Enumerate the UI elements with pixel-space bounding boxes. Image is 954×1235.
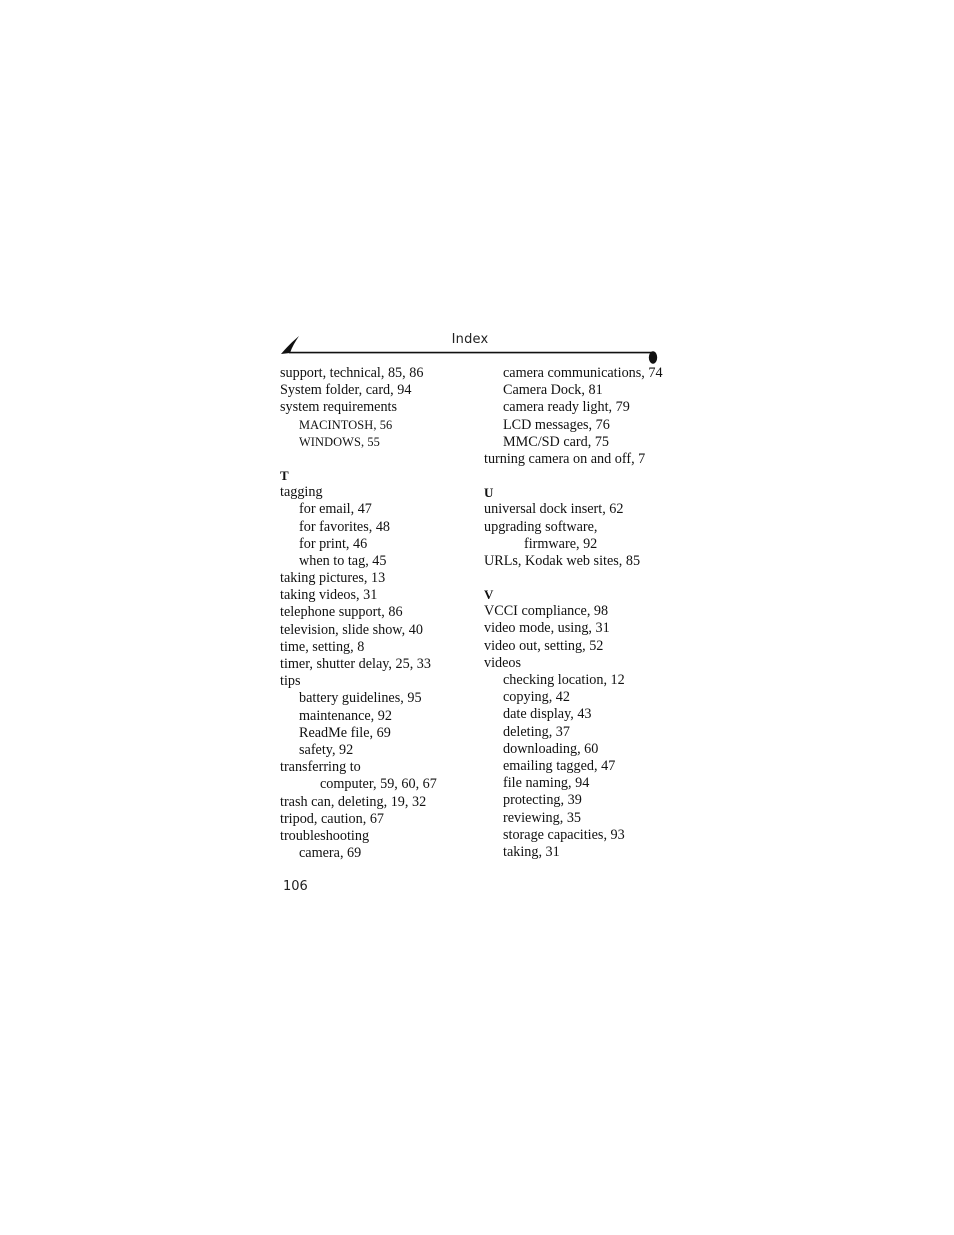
- section-gap: [484, 570, 674, 586]
- index-entry: tips: [280, 673, 301, 690]
- index-subentry: camera communications, 74: [503, 365, 663, 381]
- index-subentry: for print, 46: [299, 535, 368, 552]
- running-header-title: Index: [451, 332, 489, 347]
- index-entry: universal dock insert, 62: [484, 501, 624, 518]
- index-entry: taking videos, 31: [280, 587, 378, 604]
- index-entry: tagging: [280, 484, 323, 501]
- index-subentry: reviewing, 35: [503, 809, 582, 826]
- index-subentry: deleting, 37: [503, 723, 570, 740]
- index-subentry: MACINTOSH, 56: [299, 417, 393, 432]
- section-gap: [280, 451, 470, 467]
- header-rule: [280, 332, 662, 368]
- swoosh-ornament: [281, 336, 299, 354]
- index-entry: upgrading software,: [484, 518, 598, 535]
- index-subentry: safety, 92: [299, 741, 354, 758]
- index-subentry: ReadMe file, 69: [299, 724, 391, 741]
- index-entry: television, slide show, 40: [280, 621, 423, 638]
- index-subentry: LCD messages, 76: [503, 416, 610, 433]
- index-entry: support, technical, 85, 86: [280, 365, 424, 381]
- index-subentry: date display, 43: [503, 706, 592, 723]
- index-entry: tripod, caution, 67: [280, 810, 385, 827]
- index-entry: time, setting, 8: [280, 638, 365, 655]
- index-entry: troubleshooting: [280, 827, 370, 844]
- index-subentry: Camera Dock, 81: [503, 382, 603, 399]
- section-gap: [484, 468, 674, 484]
- index-entry: telephone support, 86: [280, 604, 403, 621]
- index-entry: VCCI compliance, 98: [484, 603, 609, 620]
- index-section-letter: T: [280, 467, 289, 483]
- index-entry: taking pictures, 13: [280, 570, 386, 587]
- index-subentry: camera, 69: [299, 845, 362, 862]
- index-entry: video mode, using, 31: [484, 620, 610, 637]
- index-section-letter: U: [484, 485, 494, 501]
- index-subentry: taking, 31: [503, 843, 560, 860]
- index-entry: videos: [484, 654, 522, 671]
- rule-end-dot: [649, 351, 657, 363]
- index-entry: transferring to: [280, 759, 361, 776]
- index-subentry: battery guidelines, 95: [299, 690, 422, 707]
- index-entry: video out, setting, 52: [484, 637, 604, 654]
- index-entry: URLs, Kodak web sites, 85: [484, 552, 641, 569]
- index-column-right: [484, 365, 674, 861]
- index-entry: system requirements: [280, 399, 398, 416]
- index-subentry: maintenance, 92: [299, 707, 392, 724]
- index-entry: trash can, deleting, 19, 32: [280, 793, 427, 810]
- index-subentry: MMC/SD card, 75: [503, 433, 610, 450]
- index-column-left: [280, 365, 470, 862]
- index-entry: System folder, card, 94: [280, 382, 412, 399]
- index-subentry: file naming, 94: [503, 775, 590, 792]
- index-subentry: firmware, 92: [524, 535, 598, 552]
- index-subentry: copying, 42: [503, 689, 570, 706]
- index-entry: timer, shutter delay, 25, 33: [280, 656, 431, 672]
- index-subentry: WINDOWS, 55: [299, 434, 380, 449]
- index-subentry: storage capacities, 93: [503, 826, 625, 843]
- index-section-letter: V: [484, 587, 494, 603]
- index-subentry: for favorites, 48: [299, 518, 391, 535]
- index-subentry: computer, 59, 60, 67: [320, 776, 437, 793]
- index-entry: turning camera on and off, 7: [484, 450, 646, 467]
- index-subentry: downloading, 60: [503, 740, 599, 757]
- index-subentry: for email, 47: [299, 501, 372, 518]
- index-subentry: emailing tagged, 47: [503, 757, 616, 774]
- index-subentry: checking location, 12: [503, 672, 625, 688]
- index-subentry: camera ready light, 79: [503, 399, 630, 416]
- index-subentry: protecting, 39: [503, 792, 582, 809]
- index-subentry: when to tag, 45: [299, 552, 387, 569]
- page-number: 106: [283, 879, 308, 894]
